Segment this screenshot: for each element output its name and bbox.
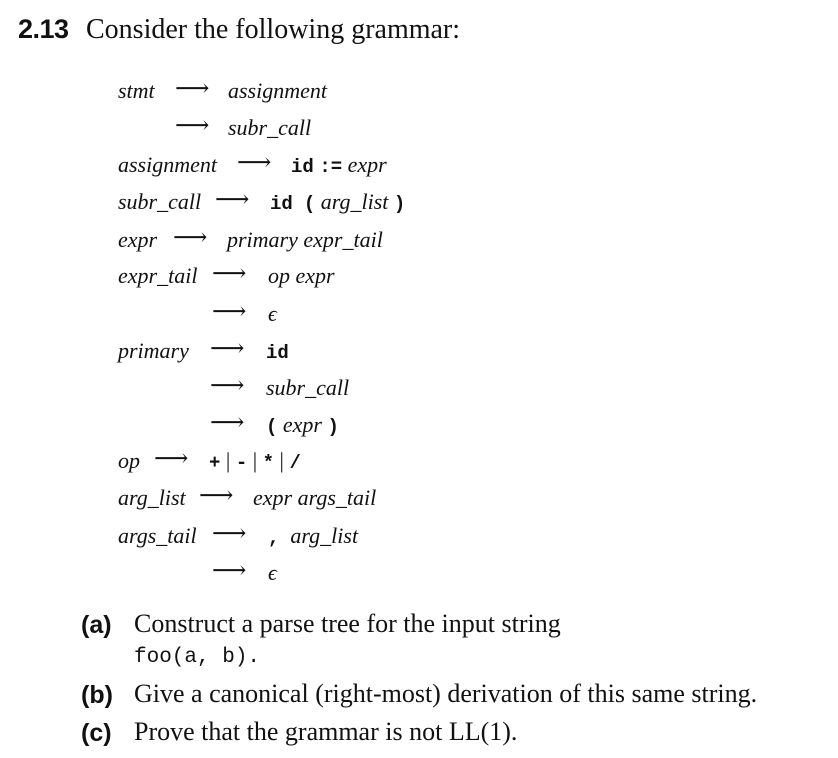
rule-arrow: ⟶ (210, 373, 245, 399)
rule-production (228, 115, 311, 141)
rule-production (266, 338, 289, 364)
production-symbol: ) (327, 416, 339, 438)
production-symbol: id (270, 193, 293, 215)
rule-arrow: ⟶ (175, 76, 210, 102)
part-a-code: foo(a, b). (134, 646, 261, 669)
rule-production (227, 227, 383, 253)
production-symbol: | (252, 448, 258, 473)
rule-production (209, 448, 301, 474)
production-symbol: , (268, 527, 280, 549)
production-symbol: args_tail (297, 485, 377, 510)
rule-lhs: subr_call (118, 189, 202, 214)
rule-production (270, 189, 405, 215)
rule-production (291, 152, 387, 178)
production-symbol: assignment (228, 78, 327, 103)
exercise-intro: Consider the following grammar: (86, 14, 461, 45)
production-symbol: subr_call (266, 375, 350, 400)
production-symbol: ϵ (268, 301, 277, 326)
production-symbol: ϵ (268, 560, 277, 585)
rule-lhs: expr (118, 227, 158, 252)
production-symbol: ( (266, 416, 278, 438)
rule-lhs: primary (118, 338, 189, 363)
rule-arrow: ⟶ (173, 225, 208, 251)
production-symbol: | (279, 448, 284, 473)
rule-arrow: ⟶ (237, 150, 272, 176)
rule-production (266, 412, 339, 438)
rule-arrow: ⟶ (212, 558, 247, 584)
production-symbol: id (291, 156, 314, 178)
production-symbol: := (319, 156, 343, 178)
production-symbol: op (268, 263, 290, 288)
production-symbol: / (289, 452, 301, 474)
exercise-number: 2.13 (18, 14, 69, 44)
rule-lhs: op (118, 448, 140, 473)
rule-arrow: ⟶ (210, 410, 245, 436)
production-symbol: ) (393, 193, 406, 215)
production-symbol: expr_tail (303, 227, 383, 252)
rule-production (266, 375, 349, 401)
rule-production (268, 263, 335, 289)
rule-arrow: ⟶ (210, 336, 245, 362)
rule-lhs: arg_list (118, 485, 186, 510)
production-symbol: - (235, 452, 248, 474)
production-symbol: expr (253, 485, 293, 510)
part-a-text: Construct a parse tree for the input string (134, 609, 561, 638)
rule-arrow: ⟶ (175, 113, 210, 139)
rule-lhs: expr_tail (118, 263, 198, 288)
production-symbol: * (262, 452, 275, 474)
rule-production (268, 560, 277, 586)
production-symbol: + (209, 452, 221, 474)
rule-arrow: ⟶ (199, 483, 234, 509)
part-b-label: (b) (81, 681, 113, 709)
rule-arrow: ⟶ (215, 187, 250, 213)
production-symbol: arg_list (290, 523, 359, 548)
production-symbol: id (266, 342, 289, 364)
rule-production (268, 523, 358, 549)
rule-lhs: assignment (118, 152, 217, 177)
production-symbol: arg_list (320, 189, 389, 214)
part-c-text: Prove that the grammar is not LL(1). (134, 717, 518, 746)
production-symbol: expr (347, 152, 387, 177)
rule-lhs: stmt (118, 78, 155, 103)
production-symbol: expr (295, 263, 335, 288)
production-symbol: subr_call (228, 115, 312, 140)
production-symbol: | (225, 448, 231, 473)
rule-arrow: ⟶ (212, 261, 247, 287)
rule-production (268, 301, 277, 327)
rule-arrow: ⟶ (154, 446, 189, 472)
rule-production (253, 485, 376, 511)
rule-production (228, 78, 327, 104)
part-a-label: (a) (81, 611, 112, 639)
rule-arrow: ⟶ (212, 521, 247, 547)
rule-arrow: ⟶ (212, 299, 247, 325)
production-symbol: ( (303, 193, 316, 215)
production-symbol: expr (282, 412, 322, 437)
part-b-text: Give a canonical (right-most) derivation of this same string. (134, 679, 758, 708)
production-symbol: primary (227, 227, 298, 252)
part-c-label: (c) (81, 719, 112, 747)
rule-lhs: args_tail (118, 523, 197, 548)
